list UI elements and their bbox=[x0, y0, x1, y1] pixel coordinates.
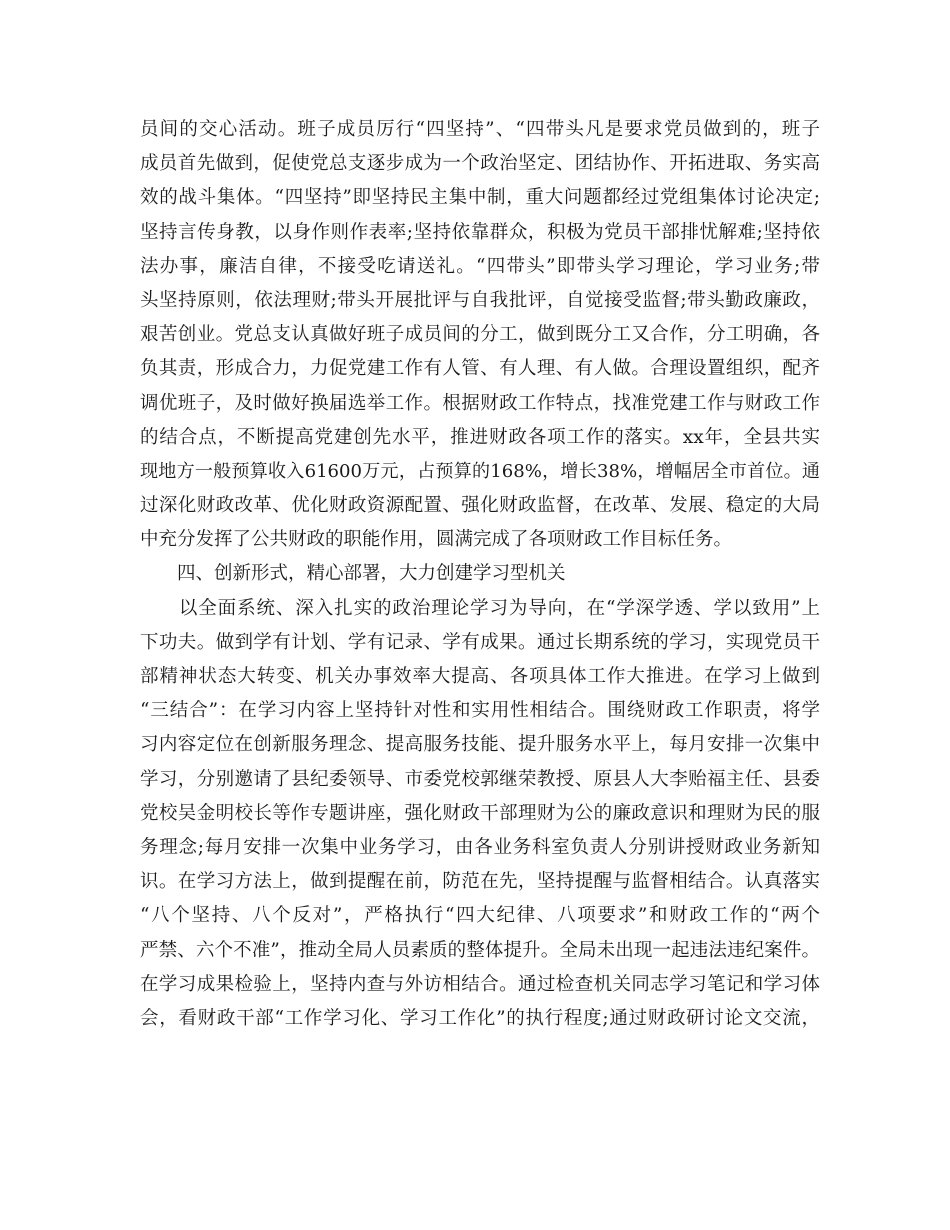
text-line: 现地方一般预算收入61600万元，占预算的168%，增长38%，增幅居全市首位。通 bbox=[140, 460, 820, 482]
text-line: 的结合点，不断提高党建创先水平，推进财政各项工作的落实。xx年，全县共实 bbox=[140, 426, 820, 448]
text-line: 负其责，形成合力，力促党建工作有人管、有人理、有人做。合理设置组织，配齐 bbox=[140, 358, 820, 380]
text-line: “三结合”：在学习内容上坚持针对性和实用性相结合。围绕财政工作职责，将学 bbox=[140, 700, 820, 722]
text-line: 党校吴金明校长等作专题讲座，强化财政干部理财为公的廉政意识和理财为民的服 bbox=[140, 802, 820, 824]
text-line: 成员首先做到，促使党总支逐步成为一个政治坚定、团结协作、开拓进取、务实高 bbox=[140, 153, 820, 175]
text-line: 坚持言传身教，以身作则作表率;坚持依靠群众，积极为党员干部排忧解难;坚持依 bbox=[140, 221, 820, 243]
text-line: 法办事，廉洁自律，不接受吃请送礼。“四带头”即带头学习理论，学习业务;带 bbox=[140, 255, 820, 277]
text-line: 头坚持原则，依法理财;带头开展批评与自我批评，自觉接受监督;带头勤政廉政， bbox=[140, 289, 820, 311]
text-line: 调优班子，及时做好换届选举工作。根据财政工作特点，找准党建工作与财政工作 bbox=[140, 392, 820, 414]
text-line: 严禁、六个不准”，推动全局人员素质的整体提升。全局未出现一起违法违纪案件。 bbox=[140, 939, 820, 961]
text-line: 员间的交心活动。班子成员厉行“四坚持”、“四带头凡是要求党员做到的，班子 bbox=[140, 119, 820, 140]
text-line: 会，看财政干部“工作学习化、学习工作化”的执行程度;通过财政研讨论文交流， bbox=[140, 1007, 820, 1029]
text-line: 下功夫。做到学有计划、学有记录、学有成果。通过长期系统的学习，实现党员干 bbox=[140, 631, 820, 653]
text-line: 效的战斗集体。“四坚持”即坚持民主集中制，重大问题都经过党组集体讨论决定; bbox=[140, 187, 820, 209]
text-line: 以全面系统、深入扎实的政治理论学习为导向，在“学深学透、学以致用”上 bbox=[140, 597, 820, 619]
text-line: 在学习成果检验上，坚持内查与外访相结合。通过检查机关同志学习笔记和学习体 bbox=[140, 973, 820, 995]
text-line: 习内容定位在创新服务理念、提高服务技能、提升服务水平上，每月安排一次集中 bbox=[140, 734, 820, 756]
body-text bbox=[140, 113, 820, 1036]
text-line: 学习，分别邀请了县纪委领导、市委党校郭继荣教授、原县人大李贻福主任、县委 bbox=[140, 768, 820, 790]
text-line: 艰苦创业。党总支认真做好班子成员间的分工，做到既分工又合作，分工明确，各 bbox=[140, 324, 820, 346]
text-line: “八个坚持、八个反对”，严格执行“四大纪律、八项要求”和财政工作的“两个 bbox=[140, 905, 820, 927]
text-line: 中充分发挥了公共财政的职能作用，圆满完成了各项财政工作目标任务。 bbox=[140, 529, 733, 551]
text-line: 过深化财政改革、优化财政资源配置、强化财政监督，在改革、发展、稳定的大局 bbox=[140, 495, 820, 517]
text-line: 务理念;每月安排一次集中业务学习，由各业务科室负责人分别讲授财政业务新知 bbox=[140, 836, 820, 858]
text-line: 部精神状态大转变、机关办事效率大提高、各项具体工作大推进。在学习上做到 bbox=[140, 666, 820, 687]
text-line: 识。在学习方法上，做到提醒在前，防范在先，坚持提醒与监督相结合。认真落实 bbox=[140, 871, 820, 893]
section-heading: 四、创新形式，精心部署，大力创建学习型机关 bbox=[140, 563, 566, 585]
